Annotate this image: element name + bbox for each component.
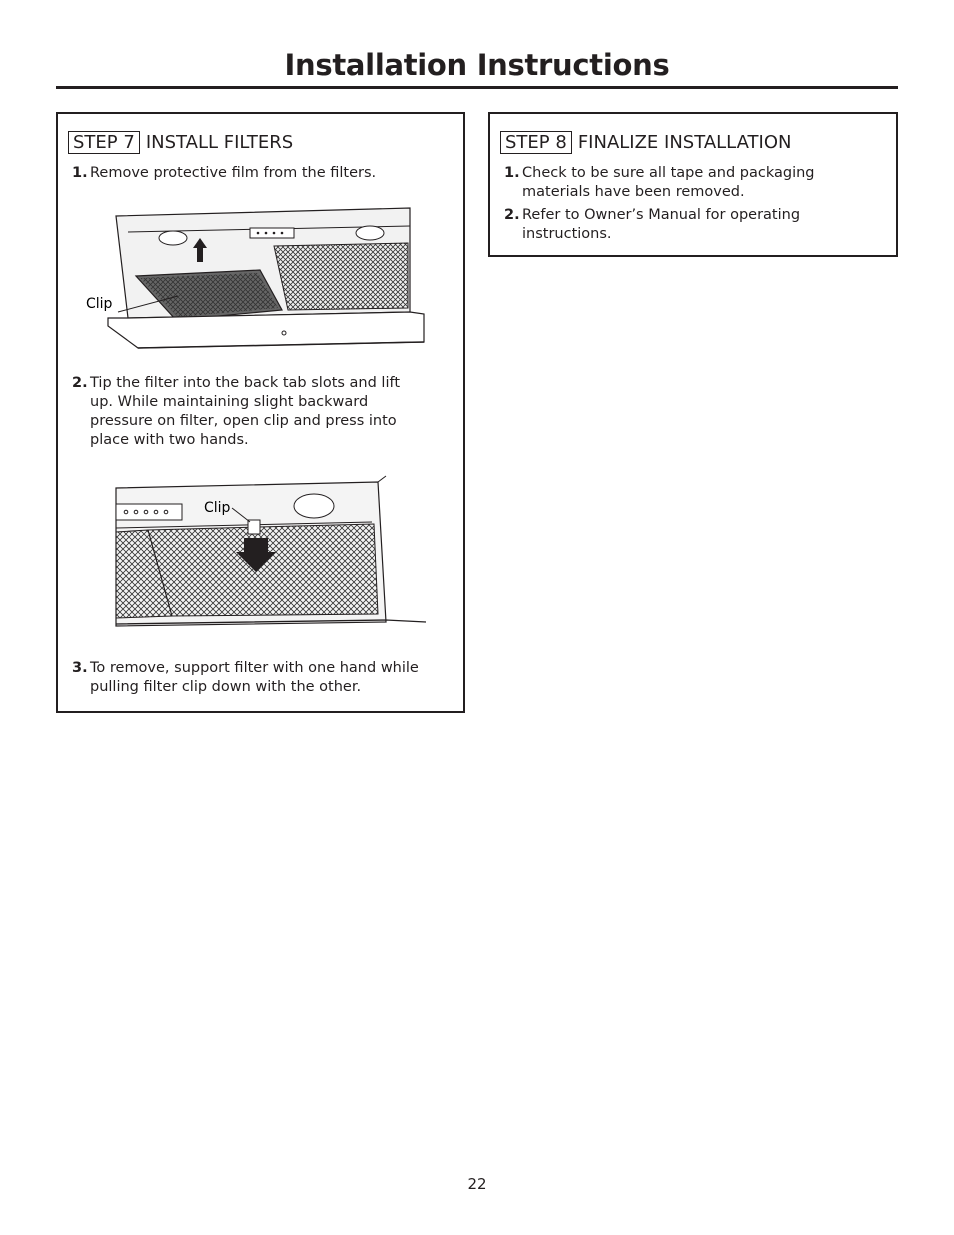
step7-heading (68, 132, 293, 153)
item-text: Remove protective film from the filters. (90, 165, 377, 181)
item-text: Tip the filter into the back tab slots and lift up. While maintaining slight backward pressure on filter, open clip and press into place with two hands. (90, 375, 401, 448)
page-title: Installation Instructions (284, 48, 670, 82)
item-number: 1. (504, 165, 520, 181)
clip-label-2: Clip (204, 500, 231, 516)
item-text: Check to be sure all tape and packaging materials have been removed. (522, 165, 815, 200)
step7-item-3 (72, 659, 452, 697)
item-number: 1. (72, 165, 88, 181)
page-number: 22 (467, 1175, 487, 1193)
step8-item-1 (504, 164, 834, 202)
item-number: 2. (504, 207, 520, 223)
title-rule (56, 86, 898, 89)
filter-install-figure-1 (78, 202, 438, 362)
step8-tag: STEP 8 (500, 131, 572, 154)
step8-title: FINALIZE INSTALLATION (577, 132, 792, 153)
item-text: To remove, support filter with one hand while pulling filter clip down with the other. (90, 660, 419, 695)
item-text: Refer to Owner’s Manual for operating instructions. (522, 207, 801, 242)
step8-item-2 (504, 206, 834, 244)
item-number: 3. (72, 660, 88, 676)
filter-install-figure-2 (108, 474, 428, 646)
step7-item-1 (72, 164, 452, 183)
step7-title: INSTALL FILTERS (145, 132, 294, 153)
step7-item-2 (72, 374, 422, 450)
step7-panel (56, 112, 465, 713)
clip-label-1: Clip (86, 296, 113, 312)
item-number: 2. (72, 375, 88, 391)
step8-panel (488, 112, 898, 257)
step7-tag: STEP 7 (68, 131, 140, 154)
step8-heading (500, 132, 791, 153)
